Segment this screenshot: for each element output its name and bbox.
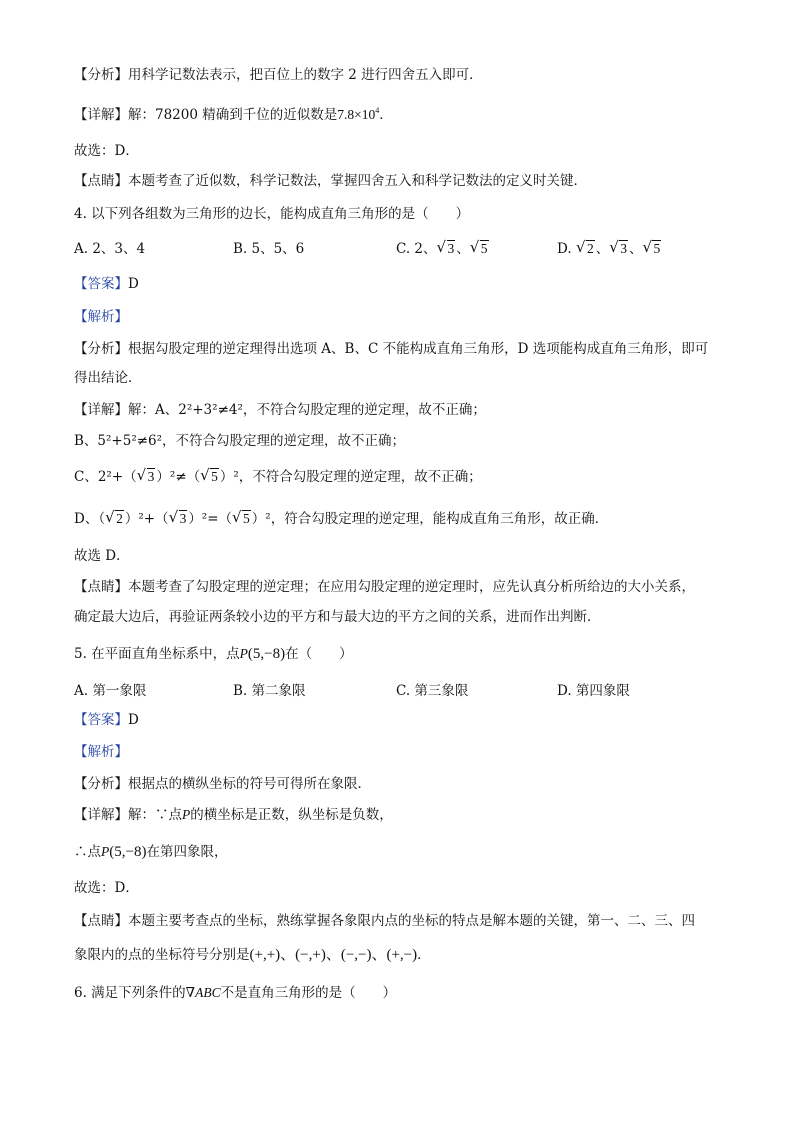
jiexi-tag: 【解析】 bbox=[74, 744, 128, 760]
point-name: P bbox=[239, 646, 248, 661]
detail-post: 在第四象限， bbox=[146, 844, 228, 860]
comment-tag: 【点睛】 bbox=[74, 173, 128, 189]
radicand: 5 bbox=[480, 241, 488, 256]
q3-detail bbox=[74, 106, 393, 124]
q5-detail-2 bbox=[74, 843, 227, 861]
q5-answer bbox=[74, 711, 139, 729]
detail-text: 解：A、2²+3²≠4²，不符合勾股定理的逆定理，故不正确； bbox=[128, 402, 486, 418]
detail-d-mid: ）²+（ bbox=[124, 511, 169, 527]
comment-tag: 【点睛】 bbox=[74, 913, 128, 929]
q5-comment-2 bbox=[74, 946, 431, 964]
separator: 、 bbox=[456, 241, 470, 257]
sqrt-5 bbox=[643, 240, 661, 258]
detail-c-mid: ）²≠（ bbox=[156, 469, 201, 485]
option-d-label: D. bbox=[557, 241, 576, 257]
detail-d-post: ）²，符合勾股定理的逆定理，能构成直角三角形，故正确． bbox=[251, 511, 609, 527]
detail-d-pre: D、（ bbox=[74, 511, 106, 527]
jiexi-tag: 【解析】 bbox=[74, 309, 128, 325]
detail-text: 解：78200 精确到千位的近似数是 bbox=[128, 107, 338, 123]
point-name: P bbox=[101, 844, 110, 859]
q3-analysis bbox=[74, 66, 483, 84]
comment-tag: 【点睛】 bbox=[74, 579, 128, 595]
q5-jiexi bbox=[74, 743, 128, 761]
sqrt-3 bbox=[138, 468, 156, 486]
q6-stem bbox=[74, 984, 396, 1002]
sqrt-2 bbox=[577, 240, 595, 258]
q4-stem: 4. 以下列各组数为三角形的边长，能构成直角三角形的是（ ） bbox=[74, 206, 470, 222]
comment-post: ． bbox=[417, 947, 431, 963]
q4-option-c bbox=[396, 240, 490, 258]
separator: 、 bbox=[628, 241, 643, 257]
analysis-tag: 【分析】 bbox=[74, 67, 128, 83]
quadrant-signs: (+,+)、(−,+)、(−,−)、(+,−) bbox=[249, 947, 418, 963]
q5-stem bbox=[74, 645, 353, 663]
sqrt-5 bbox=[201, 468, 219, 486]
radicand: 3 bbox=[179, 511, 187, 526]
sqrt-3 bbox=[170, 510, 188, 528]
comment-text: 本题考查了近似数，科学记数法，掌握四舍五入和科学记数法的定义时关键． bbox=[128, 173, 587, 189]
point-name: P bbox=[182, 807, 191, 822]
q4-detail-c bbox=[74, 468, 482, 486]
q4-jiexi bbox=[74, 308, 128, 326]
q4-detail-a bbox=[74, 401, 486, 419]
q4-option-d bbox=[557, 240, 662, 258]
q5-analysis bbox=[74, 775, 371, 793]
point-coord: (5,−8) bbox=[109, 844, 147, 860]
q4-option-b: B. 5、5、6 bbox=[233, 241, 305, 257]
triangle-name: ∇ABC bbox=[185, 985, 221, 1000]
q3-comment bbox=[74, 172, 587, 190]
radicand: 5 bbox=[211, 469, 218, 484]
q5-comment-1 bbox=[74, 912, 695, 930]
radicand: 3 bbox=[620, 241, 627, 256]
q4-answer bbox=[74, 275, 139, 293]
q4-analysis-2: 得出结论． bbox=[74, 370, 142, 386]
sqrt-2 bbox=[106, 510, 124, 528]
detail-tag: 【详解】 bbox=[74, 402, 128, 418]
detail-pre: ∴点 bbox=[74, 844, 101, 860]
stem-post: 不是直角三角形的是（ ） bbox=[220, 985, 397, 1001]
sqrt-3 bbox=[438, 240, 456, 258]
detail-c-post: ）²，不符合勾股定理的逆定理，故不正确； bbox=[219, 469, 482, 485]
q5-option-d: D. 第四象限 bbox=[557, 683, 630, 699]
detail-c-pre: C、2²+（ bbox=[74, 469, 137, 485]
analysis-tag: 【分析】 bbox=[74, 776, 128, 792]
radicand: 5 bbox=[243, 511, 250, 526]
q4-option-a: A. 2、3、4 bbox=[74, 241, 146, 257]
q4-comment-1 bbox=[74, 578, 695, 596]
sqrt-5 bbox=[471, 240, 489, 258]
radicand: 5 bbox=[653, 241, 661, 256]
approx-value: 7.8×10 bbox=[337, 107, 376, 122]
analysis-text: 根据点的横纵坐标的符号可得所在象限． bbox=[128, 776, 371, 792]
sqrt-3 bbox=[610, 240, 628, 258]
answer-value: D bbox=[128, 712, 139, 728]
period: ． bbox=[379, 107, 393, 123]
detail-pre: 解：∵点 bbox=[128, 807, 182, 823]
point-coord: (5,−8) bbox=[247, 646, 286, 662]
comment-text: 本题考查了勾股定理的逆定理；在应用勾股定理的逆定理时，应先认真分析所给边的大小关系， bbox=[128, 579, 695, 595]
comment-pre: 象限内的点的坐标符号分别是 bbox=[74, 947, 250, 963]
answer-tag: 【答案】 bbox=[74, 276, 128, 292]
approx-exponent: 4 bbox=[375, 106, 380, 115]
detail-tag: 【详解】 bbox=[74, 807, 128, 823]
analysis-text: 根据勾股定理的逆定理得出选项 A、B、C 不能构成直角三角形，D 选项能构成直角三角形，即可 bbox=[128, 341, 709, 357]
stem-post: 在（ ） bbox=[285, 646, 353, 662]
q4-choose: 故选 D． bbox=[74, 548, 130, 564]
radicand: 2 bbox=[116, 511, 123, 526]
q4-analysis-1 bbox=[74, 340, 708, 358]
q5-option-c: C. 第三象限 bbox=[396, 683, 469, 699]
analysis-tag: 【分析】 bbox=[74, 341, 128, 357]
option-c-label: C. 2、 bbox=[396, 241, 437, 257]
q4-detail-d bbox=[74, 510, 608, 528]
q5-choose: 故选：D． bbox=[74, 880, 139, 896]
q5-option-b: B. 第二象限 bbox=[233, 683, 306, 699]
answer-value: D bbox=[128, 276, 139, 292]
stem-pre: 5. 在平面直角坐标系中，点 bbox=[74, 646, 240, 662]
detail-d-mid: ）²=（ bbox=[188, 511, 233, 527]
answer-tag: 【答案】 bbox=[74, 712, 128, 728]
q5-detail-1 bbox=[74, 806, 393, 824]
stem-pre: 6. 满足下列条件的 bbox=[74, 985, 186, 1001]
detail-post: 的横坐标是正数，纵坐标是负数， bbox=[190, 807, 393, 823]
comment-text: 本题主要考查点的坐标，熟练掌握各象限内点的坐标的特点是解本题的关键，第一、二、三、四 bbox=[128, 913, 695, 929]
radicand: 2 bbox=[586, 241, 594, 256]
q4-detail-b: B、5²+5²≠6²，不符合勾股定理的逆定理，故不正确； bbox=[74, 433, 406, 449]
sqrt-5 bbox=[233, 510, 251, 528]
q4-comment-2: 确定最大边后，再验证两条较小边的平方和与最大边的平方之间的关系，进而作出判断． bbox=[74, 609, 601, 625]
analysis-text: 用科学记数法表示，把百位上的数字 2 进行四舍五入即可． bbox=[128, 67, 483, 83]
q5-option-a: A. 第一象限 bbox=[74, 683, 147, 699]
radicand: 3 bbox=[447, 241, 455, 256]
separator: 、 bbox=[595, 241, 610, 257]
q3-choose: 故选：D． bbox=[74, 143, 139, 159]
radicand: 3 bbox=[147, 469, 155, 484]
detail-tag: 【详解】 bbox=[74, 107, 128, 123]
